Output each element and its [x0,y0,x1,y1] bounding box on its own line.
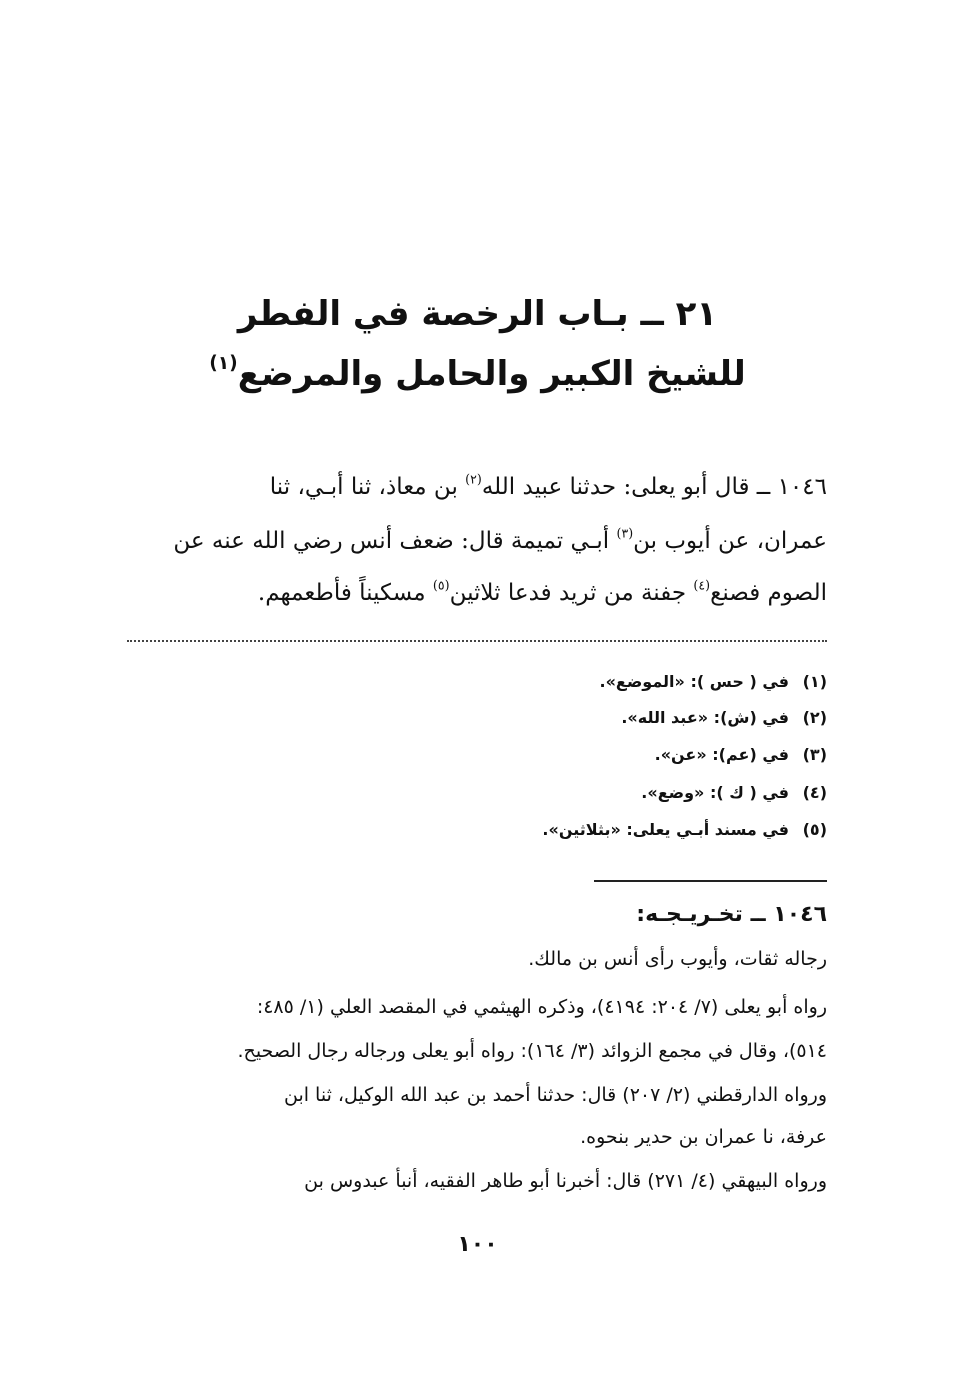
chapter-title-line1: ٢١ ــ بـاب الرخصة في الفطر [237,294,718,334]
footnote-ref: (٥) [432,577,450,593]
takhrij-line: عرفة، نا عمران بن حدير بنحوه. [580,1126,827,1148]
footnote-number: (٣) [802,745,827,764]
hadith-line: الصوم فصنع$^{(٤)}$ جفنة من ثريد فدعا ثلاثين$^{(٥)}$ مسكيناً فأطعمهم. [257,577,827,606]
footnote-ref: (٢) [465,471,482,487]
footnote-separator [127,640,827,642]
footnote-number: (٥) [802,820,827,839]
takhrij-heading: ١٠٤٦ ــ تخـريـجـه: [636,902,827,927]
footnote [655,745,827,764]
hadith-line: ١٠٤٦ ــ قال أبو يعلى: حدثنا عبيد الله$^{(٢)}$ بن معاذ، ثنا أبـي، ثنا [269,471,827,500]
footnote-text: في (ش): «عبد الله». [621,708,789,727]
section-rule [594,880,827,882]
footnote [599,672,827,691]
footnote [641,783,827,802]
takhrij-line: رجاله ثقات، وأيوب رأى أنس بن مالك. [528,948,827,970]
footnote-text: في (عم): «عن». [654,745,789,764]
takhrij-line: ورواه الدارقطني (٢/ ٢٠٧) قال: حدثنا أحمد بن عبد الله الوكيل، ثنا ابن [283,1084,827,1106]
footnote-ref: (٤) [693,577,711,593]
takhrij-line: رواه أبو يعلى (٧/ ٢٠٤: ٤١٩٤)، وذكره الهيثمي في المقصد العلي (١/ ٤٨٥: [256,996,827,1018]
footnote [542,820,827,839]
footnote-number: (٤) [802,783,827,802]
footnote-text: في مسند أبـي يعلى: «بثلاثين». [542,820,789,839]
hadith-line: عمران، عن أيوب بن$^{(٣)}$ أبـي تميمة قال: ضعف أنس رضي الله عنه عن [173,525,827,554]
takhrij-line: ورواه البيهقي (٤/ ٢٧١) قال: أخبرنا أبو طاهر الفقيه، أنبأ عبدوس بن [304,1170,827,1192]
footnote-text: في ( حس ): «الموضع». [599,672,789,691]
chapter-title-line2: للشيخ الكبير والحامل والمرضع$^{(١)}$ [209,353,746,394]
footnote-ref: (٣) [616,525,634,541]
footnote [621,708,827,727]
page-number: ١٠٠ [457,1232,498,1257]
footnote-number: (٢) [802,708,827,727]
footnote-text: في ( ك ): «وضع». [641,783,789,802]
takhrij-line: ٥١٤)، وقال في مجمع الزوائد (٣/ ١٦٤): رواه أبو يعلى ورجاله رجال الصحيح. [237,1040,827,1062]
footnote-number: (١) [802,672,827,691]
footnote-ref: (١) [209,353,238,375]
